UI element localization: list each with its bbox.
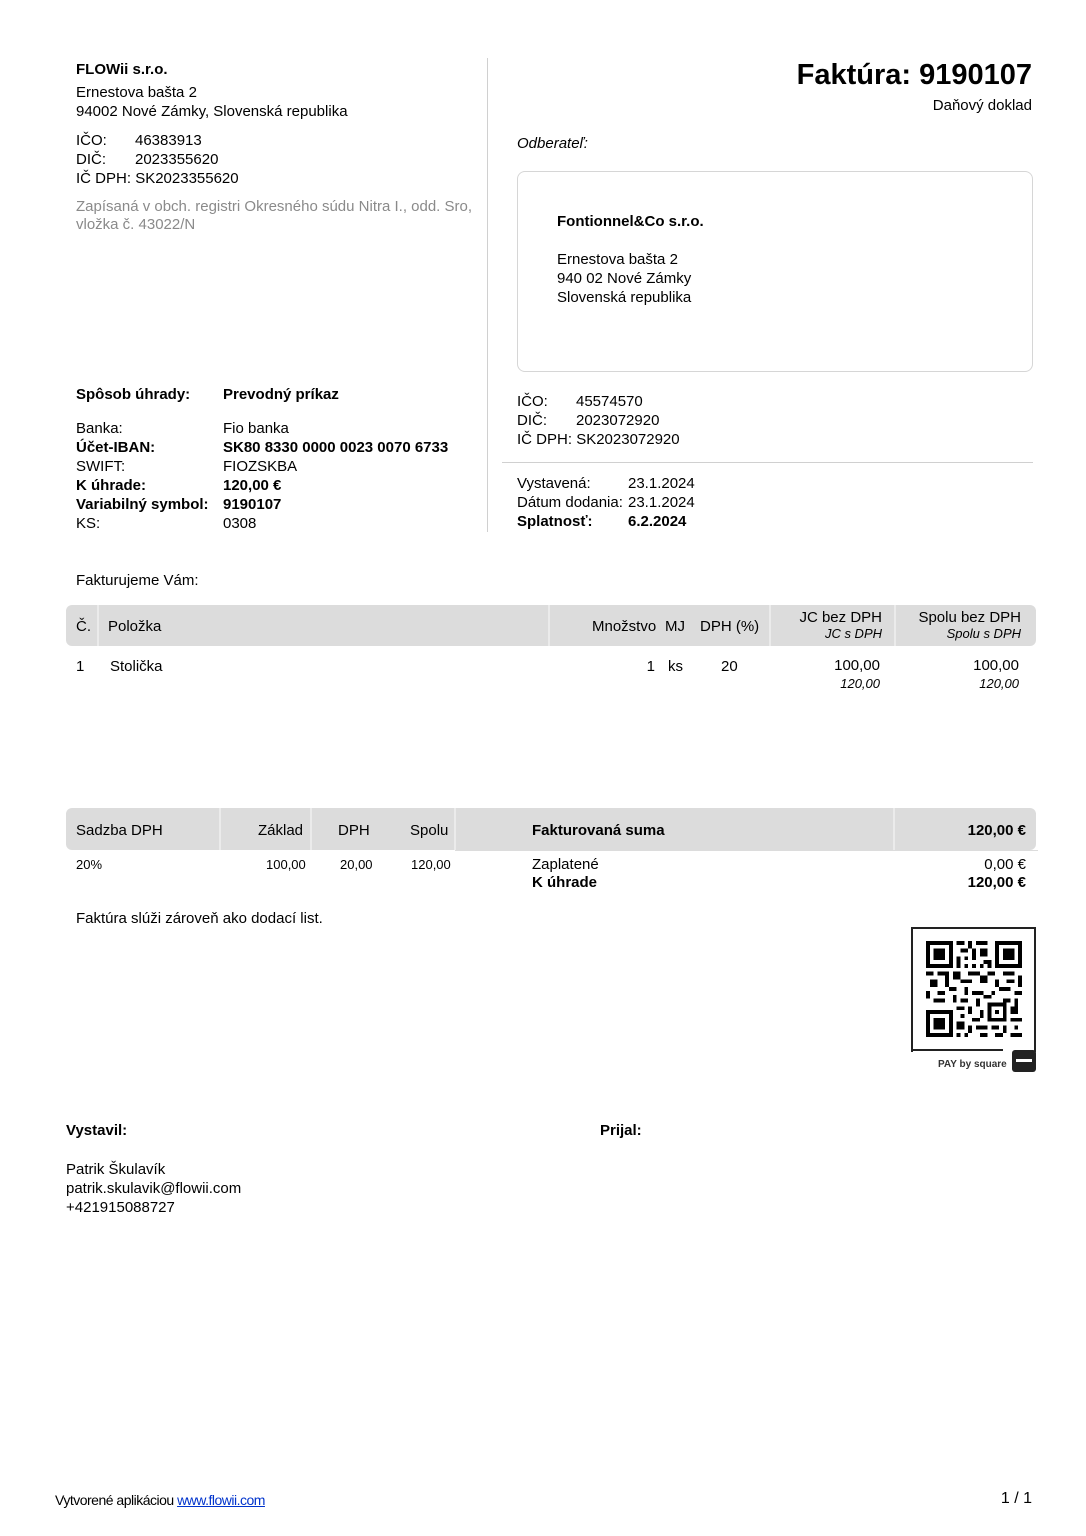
row-unit-price-vat-value: 120,00 <box>840 676 880 691</box>
vat-col-rate: Sadzba DPH <box>76 822 163 839</box>
paid-value: 0,00 € <box>984 856 1026 873</box>
col-no: Č. <box>76 618 91 635</box>
vat-row-total: 120,00 <box>411 857 451 872</box>
col-separator <box>893 808 895 850</box>
horizontal-divider <box>502 462 1033 463</box>
swift-value: FIOZSKBA <box>223 458 298 475</box>
vat-row-rate: 20% <box>76 857 103 872</box>
invoice-header <box>797 58 1032 115</box>
seller-dic-label: DIČ: <box>76 151 106 168</box>
totals-block <box>532 856 1026 892</box>
seller-address <box>76 83 486 121</box>
vat-col-vat: DPH <box>338 822 370 839</box>
payment-block <box>76 385 448 533</box>
buyer-ids <box>517 392 680 449</box>
row-unit-price <box>834 657 880 693</box>
total-due-label: K úhrade <box>532 874 598 891</box>
row-vat: 20 <box>721 658 738 675</box>
items-table-header <box>66 605 1036 646</box>
col-item: Položka <box>108 618 162 635</box>
bank-name: Fio banka <box>223 420 289 437</box>
vat-summary-header <box>66 808 1036 850</box>
buyer-dic: 2023072920 <box>576 412 660 429</box>
buyer-box <box>517 171 1033 372</box>
footer <box>55 1491 265 1510</box>
seller-block <box>76 60 486 234</box>
payment-method: Prevodný príkaz <box>223 386 339 403</box>
footer-link[interactable]: www.flowii.com <box>177 1492 265 1508</box>
issuer-phone: +421915088727 <box>66 1199 175 1216</box>
table-row <box>66 656 1036 696</box>
vat-underline <box>455 850 1038 851</box>
col-separator <box>548 605 550 646</box>
seller-street: Ernestova bašta 2 <box>76 84 197 101</box>
swift-label: SWIFT: <box>76 458 126 475</box>
due-label: Splatnosť: <box>517 513 593 530</box>
dates-block <box>517 474 695 531</box>
vat-row-base: 100,00 <box>266 857 306 872</box>
issued-label: Vystavená: <box>517 475 591 492</box>
issuer-label: Vystavil: <box>66 1122 128 1139</box>
invoice-subtitle: Daňový doklad <box>932 97 1032 114</box>
issuer-name: Patrik Škulavík <box>66 1161 166 1178</box>
col-separator <box>454 808 456 850</box>
row-total <box>973 657 1019 693</box>
iban-value: SK80 8330 0000 0023 0070 6733 <box>223 439 449 456</box>
variable-symbol: 9190107 <box>223 496 282 513</box>
invoiced-sum-label: Fakturovaná suma <box>532 822 665 839</box>
seller-registration: Zapísaná v obch. registri Okresného súdu Nitra I., odd. Sro, vložka č. 43022/N <box>76 198 473 233</box>
seller-ico: 46383913 <box>135 132 202 149</box>
col-unit-price-vat-label: JC s DPH <box>824 626 882 641</box>
invoice-title: Faktúra: 9190107 <box>796 59 1032 91</box>
col-unit: MJ <box>665 618 685 635</box>
pay-by-square-label: PAY by square <box>938 1059 1007 1070</box>
col-total <box>918 609 1021 642</box>
paid-label: Zaplatené <box>532 856 599 873</box>
col-separator <box>310 808 312 850</box>
buyer-icdph: SK2023072920 <box>576 431 680 448</box>
row-unit: ks <box>668 658 683 675</box>
col-total-vat-label: Spolu s DPH <box>946 626 1021 641</box>
buyer-label: Odberateľ: <box>517 135 588 152</box>
constant-symbol: 0308 <box>223 515 257 532</box>
row-unit-price-value: 100,00 <box>834 657 880 674</box>
intro-text: Fakturujeme Vám: <box>76 572 199 589</box>
row-no: 1 <box>76 658 85 675</box>
qr-frame-bottom <box>911 1049 1003 1051</box>
col-qty: Množstvo <box>592 618 657 635</box>
delivery-date: 23.1.2024 <box>628 494 695 511</box>
iban-label: Účet-IBAN: <box>76 439 156 456</box>
seller-icdph: SK2023355620 <box>135 170 239 187</box>
due-date: 6.2.2024 <box>628 513 687 530</box>
col-separator <box>219 808 221 850</box>
bank-label: Banka: <box>76 420 123 437</box>
buyer-ico: 45574570 <box>576 393 643 410</box>
vat-col-total: Spolu <box>410 822 449 839</box>
card-icon <box>1012 1050 1036 1072</box>
seller-name: FLOWii s.r.o. <box>76 61 168 78</box>
col-unit-price-label: JC bez DPH <box>799 609 882 626</box>
seller-dic: 2023355620 <box>135 151 219 168</box>
col-separator <box>894 605 896 646</box>
col-total-label: Spolu bez DPH <box>918 609 1021 626</box>
issuer-block <box>66 1121 241 1217</box>
seller-ids <box>76 131 486 188</box>
buyer-ico-label: IČO: <box>517 393 548 410</box>
issuer-email[interactable]: patrik.skulavik@flowii.com <box>66 1180 242 1197</box>
variable-symbol-label: Variabilný symbol: <box>76 496 209 513</box>
amount-due: 120,00 € <box>223 477 282 494</box>
seller-city: 94002 Nové Zámky, Slovenská republika <box>76 103 348 120</box>
buyer-city: 940 02 Nové Zámky <box>557 270 692 287</box>
row-item: Stolička <box>110 658 163 675</box>
payment-method-label: Spôsob úhrady: <box>76 386 191 403</box>
buyer-name: Fontionnel&Co s.r.o. <box>557 213 704 230</box>
receiver-label: Prijal: <box>600 1122 642 1139</box>
row-total-vat-value: 120,00 <box>979 676 1019 691</box>
buyer-icdph-label: IČ DPH: <box>517 431 573 448</box>
col-separator <box>769 605 771 646</box>
vat-col-base: Základ <box>258 822 304 839</box>
buyer-address <box>557 250 704 307</box>
qr-code-icon <box>926 941 1022 1037</box>
delivery-label: Dátum dodania: <box>517 494 623 511</box>
col-separator <box>97 605 99 646</box>
col-vat: DPH (%) <box>700 618 760 635</box>
seller-ico-label: IČO: <box>76 132 107 149</box>
row-qty: 1 <box>646 658 655 675</box>
page-number: 1 / 1 <box>1000 1490 1032 1507</box>
total-due-value: 120,00 € <box>967 874 1026 891</box>
footer-text: Vytvorené aplikáciou <box>55 1492 174 1508</box>
buyer-dic-label: DIČ: <box>517 412 547 429</box>
vertical-divider <box>487 58 488 532</box>
amount-due-label: K úhrade: <box>76 477 147 494</box>
buyer-country: Slovenská republika <box>557 289 692 306</box>
issued-date: 23.1.2024 <box>628 475 695 492</box>
col-unit-price <box>799 609 882 642</box>
vat-row-vat: 20,00 <box>340 857 373 872</box>
delivery-note: Faktúra slúži zároveň ako dodací list. <box>76 910 323 927</box>
row-total-value: 100,00 <box>973 657 1019 674</box>
constant-symbol-label: KS: <box>76 515 101 532</box>
buyer-street: Ernestova bašta 2 <box>557 251 678 268</box>
seller-icdph-label: IČ DPH: <box>76 170 132 187</box>
invoiced-sum-value: 120,00 € <box>967 822 1026 839</box>
